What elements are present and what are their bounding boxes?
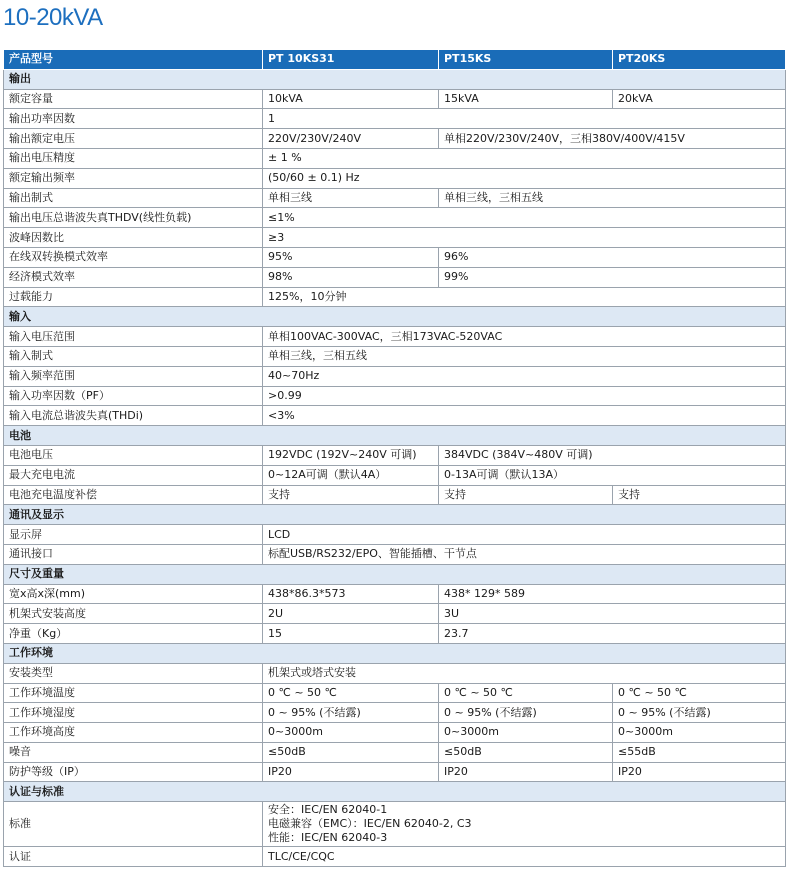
spec-value: ≥3 (263, 228, 786, 248)
spec-row (4, 683, 786, 703)
spec-label: 显示屏 (4, 525, 263, 545)
spec-value-line: 安全：IEC/EN 62040-1 (268, 803, 388, 817)
header-pt20ks: PT20KS (613, 50, 786, 70)
spec-value: ≤1% (263, 208, 786, 228)
spec-row (4, 188, 786, 208)
spec-value: 384VDC (384V~480V 可调) (439, 445, 786, 465)
spec-value: 438*86.3*573 (263, 584, 439, 604)
spec-row (4, 366, 786, 386)
spec-label: 通讯接口 (4, 544, 263, 564)
spec-row (4, 109, 786, 129)
spec-label: 电池充电温度补偿 (4, 485, 263, 505)
section-header-row (4, 782, 786, 802)
spec-value: >0.99 (263, 386, 786, 406)
spec-label: 输出额定电压 (4, 129, 263, 149)
spec-row (4, 287, 786, 307)
section-title: 尺寸及重量 (4, 564, 786, 584)
spec-label: 额定输出频率 (4, 168, 263, 188)
spec-value: ± 1 % (263, 148, 786, 168)
section-title: 输出 (4, 69, 786, 89)
spec-value: 98% (263, 267, 439, 287)
section-header-row (4, 69, 786, 89)
spec-value: 125%，10分钟 (263, 287, 786, 307)
spec-value: 0~12A可调（默认4A） (263, 465, 439, 485)
spec-row (4, 723, 786, 743)
spec-value: 0 ~ 95% (不结露) (613, 703, 786, 723)
spec-label: 输入制式 (4, 346, 263, 366)
header-pt10ks31: PT 10KS31 (263, 50, 439, 70)
spec-row (4, 485, 786, 505)
spec-row (4, 663, 786, 683)
spec-row (4, 742, 786, 762)
spec-label: 最大充电电流 (4, 465, 263, 485)
spec-label: 波峰因数比 (4, 228, 263, 248)
page-title: 10-20kVA (3, 4, 103, 31)
spec-value: 438* 129* 589 (439, 584, 786, 604)
spec-label: 经济模式效率 (4, 267, 263, 287)
spec-value: <3% (263, 406, 786, 426)
spec-label: 认证 (4, 847, 263, 867)
spec-value: 0~3000m (613, 723, 786, 743)
spec-value: ≤50dB (263, 742, 439, 762)
header-pt15ks: PT15KS (439, 50, 613, 70)
spec-row (4, 208, 786, 228)
spec-label: 标准 (4, 802, 263, 847)
spec-label: 工作环境温度 (4, 683, 263, 703)
spec-label: 宽x高x深(mm) (4, 584, 263, 604)
spec-row (4, 89, 786, 109)
spec-row (4, 445, 786, 465)
spec-label: 防护等级（IP） (4, 762, 263, 782)
spec-row (4, 267, 786, 287)
spec-value: 0 ℃ ~ 50 ℃ (439, 683, 613, 703)
header-row (4, 50, 786, 70)
spec-value: 15kVA (439, 89, 613, 109)
spec-row (4, 802, 786, 847)
spec-label: 工作环境高度 (4, 723, 263, 743)
spec-value-line: 性能：IEC/EN 62040-3 (268, 831, 388, 845)
spec-value: ≤55dB (613, 742, 786, 762)
spec-value: 3U (439, 604, 786, 624)
spec-table (3, 49, 786, 867)
spec-value: 1 (263, 109, 786, 129)
spec-label: 噪音 (4, 742, 263, 762)
spec-value: 单相三线，三相五线 (439, 188, 786, 208)
spec-value: 220V/230V/240V (263, 129, 439, 149)
spec-label: 过载能力 (4, 287, 263, 307)
section-header-row (4, 564, 786, 584)
section-title: 通讯及显示 (4, 505, 786, 525)
spec-value: 0 ℃ ~ 50 ℃ (263, 683, 439, 703)
spec-label: 输出制式 (4, 188, 263, 208)
spec-row (4, 847, 786, 867)
spec-value: 0~3000m (439, 723, 613, 743)
spec-value: 机架式或塔式安装 (263, 663, 786, 683)
spec-value: 支持 (439, 485, 613, 505)
spec-label: 输出功率因数 (4, 109, 263, 129)
section-title: 输入 (4, 307, 786, 327)
spec-value: ≤50dB (439, 742, 613, 762)
spec-value: IP20 (263, 762, 439, 782)
spec-value: 0 ~ 95% (不结露) (263, 703, 439, 723)
header-model-label: 产品型号 (4, 50, 263, 70)
spec-value: 单相220V/230V/240V，三相380V/400V/415V (439, 129, 786, 149)
spec-label: 工作环境湿度 (4, 703, 263, 723)
spec-value: 单相三线 (263, 188, 439, 208)
spec-label: 输入频率范围 (4, 366, 263, 386)
spec-row (4, 465, 786, 485)
spec-row (4, 148, 786, 168)
spec-row (4, 327, 786, 347)
bottom-rule (3, 866, 785, 867)
spec-value: 20kVA (613, 89, 786, 109)
spec-label: 额定容量 (4, 89, 263, 109)
spec-value: 96% (439, 247, 786, 267)
spec-value: 单相100VAC-300VAC，三相173VAC-520VAC (263, 327, 786, 347)
spec-row (4, 346, 786, 366)
spec-value-line: 电磁兼容（EMC）：IEC/EN 62040-2, C3 (268, 817, 472, 831)
spec-value: 99% (439, 267, 786, 287)
section-header-row (4, 426, 786, 446)
spec-label: 机架式安装高度 (4, 604, 263, 624)
spec-value: 0 ℃ ~ 50 ℃ (613, 683, 786, 703)
section-header-row (4, 307, 786, 327)
spec-row (4, 386, 786, 406)
spec-value: 192VDC (192V~240V 可调) (263, 445, 439, 465)
spec-row (4, 129, 786, 149)
spec-label: 电池电压 (4, 445, 263, 465)
spec-value: 10kVA (263, 89, 439, 109)
spec-label: 输入电压范围 (4, 327, 263, 347)
spec-label: 净重（Kg） (4, 624, 263, 644)
spec-value: TLC/CE/CQC (263, 847, 786, 867)
spec-label: 输出电压总谐波失真THDV(线性负载) (4, 208, 263, 228)
spec-value: 0~3000m (263, 723, 439, 743)
spec-row (4, 584, 786, 604)
section-title: 电池 (4, 426, 786, 446)
spec-label: 安装类型 (4, 663, 263, 683)
spec-label: 输入功率因数（PF） (4, 386, 263, 406)
spec-label: 输入电流总谐波失真(THDi) (4, 406, 263, 426)
section-title: 认证与标准 (4, 782, 786, 802)
spec-value: IP20 (439, 762, 613, 782)
spec-value: 标配USB/RS232/EPO、智能插槽、干节点 (263, 544, 786, 564)
spec-row (4, 247, 786, 267)
spec-value: 40~70Hz (263, 366, 786, 386)
spec-row (4, 703, 786, 723)
spec-value (263, 802, 786, 847)
spec-row (4, 544, 786, 564)
spec-table-body (4, 69, 786, 866)
section-title: 工作环境 (4, 643, 786, 663)
spec-label: 输出电压精度 (4, 148, 263, 168)
spec-value: LCD (263, 525, 786, 545)
spec-value: 95% (263, 247, 439, 267)
spec-value: IP20 (613, 762, 786, 782)
section-header-row (4, 505, 786, 525)
spec-value: 0 ~ 95% (不结露) (439, 703, 613, 723)
spec-value: 单相三线，三相五线 (263, 346, 786, 366)
spec-value: (50/60 ± 0.1) Hz (263, 168, 786, 188)
spec-value: 2U (263, 604, 439, 624)
spec-label: 在线双转换模式效率 (4, 247, 263, 267)
spec-row (4, 168, 786, 188)
section-header-row (4, 643, 786, 663)
spec-row (4, 228, 786, 248)
spec-value: 23.7 (439, 624, 786, 644)
spec-value: 0-13A可调（默认13A） (439, 465, 786, 485)
spec-value: 支持 (613, 485, 786, 505)
spec-row (4, 525, 786, 545)
spec-row (4, 406, 786, 426)
spec-row (4, 762, 786, 782)
spec-value: 15 (263, 624, 439, 644)
spec-value: 支持 (263, 485, 439, 505)
spec-row (4, 624, 786, 644)
spec-row (4, 604, 786, 624)
